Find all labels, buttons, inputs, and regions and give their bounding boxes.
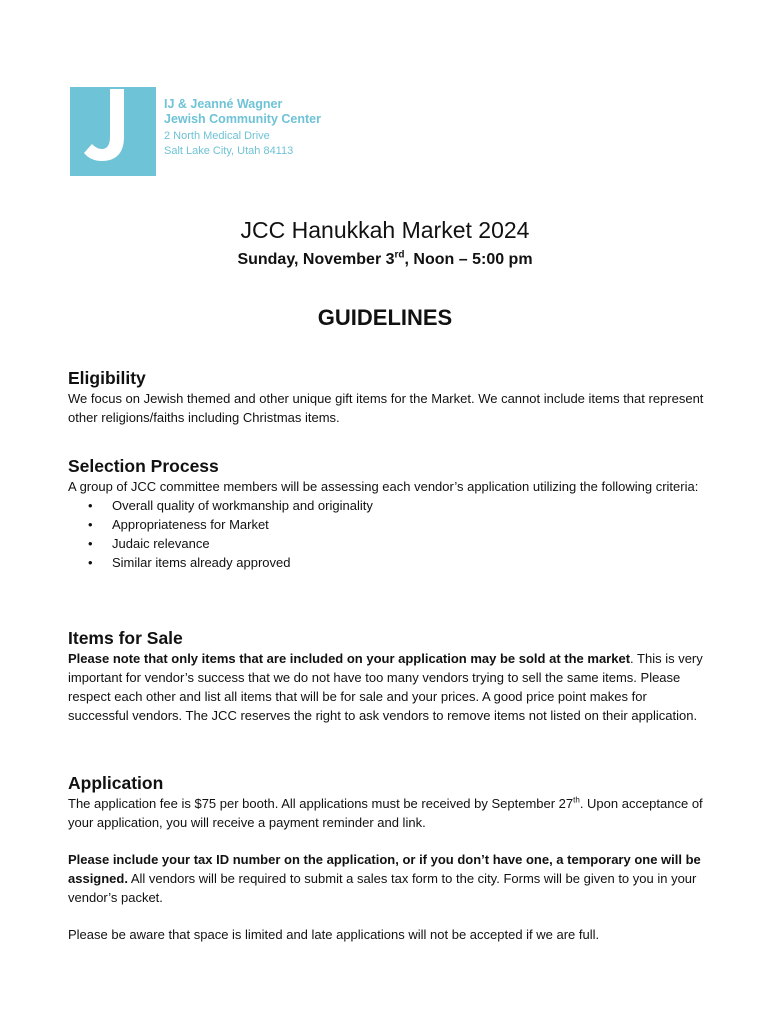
eligibility-text: We focus on Jewish themed and other unique gift items for the Market. We cannot include items that represent other religions/faiths including Christmas items. bbox=[68, 391, 704, 425]
eligibility-section bbox=[68, 367, 708, 427]
fee-text-pre: The application fee is $75 per booth. All applications must be received by September 27 bbox=[68, 796, 574, 811]
logo-text bbox=[164, 97, 321, 159]
fee-text-post: . Upon acceptance of your application, you will receive a payment reminder and link. bbox=[68, 796, 703, 830]
criteria-text: Appropriateness for Market bbox=[112, 517, 269, 532]
space-limited-text: Please be aware that space is limited and late applications will not be accepted if we are full. bbox=[68, 927, 600, 942]
application-heading: Application bbox=[68, 773, 164, 793]
application-section bbox=[68, 772, 708, 944]
document-title: JCC Hanukkah Market 2024 bbox=[240, 217, 530, 243]
bullet-icon: • bbox=[88, 536, 93, 551]
tax-id-text bbox=[68, 850, 708, 907]
list-item bbox=[88, 534, 708, 553]
items-section bbox=[68, 627, 708, 725]
selection-heading: Selection Process bbox=[68, 456, 219, 476]
tax-id-body-text: All vendors will be required to submit a sales tax form to the city. Forms will be given to you in your vendor’s packet. bbox=[68, 871, 697, 905]
eligibility-heading: Eligibility bbox=[68, 368, 146, 388]
guidelines-heading: GUIDELINES bbox=[317, 305, 453, 330]
items-heading: Items for Sale bbox=[68, 628, 183, 648]
list-item bbox=[88, 496, 708, 515]
list-item bbox=[88, 553, 708, 572]
logo-org-line1: IJ & Jeanné Wagner bbox=[164, 97, 283, 111]
items-body-text: . This is very important for vendor’s success that we do not have too many vendors trying to sell the same items. Please respect each other and list all items that will be for sale and your prices. A good price point makes for successful vendors. The JCC reserves the right to ask vendors to remove items not listed on their application. bbox=[68, 651, 703, 723]
event-date-sup: rd bbox=[394, 249, 405, 261]
items-text bbox=[68, 649, 708, 725]
fee-text-sup: th bbox=[573, 795, 580, 805]
logo-mark bbox=[70, 87, 156, 176]
criteria-text: Similar items already approved bbox=[112, 555, 291, 570]
bullet-icon: • bbox=[88, 555, 93, 570]
event-date-pre: Sunday, November 3 bbox=[237, 251, 395, 268]
logo-j-icon bbox=[70, 87, 156, 176]
list-item bbox=[88, 515, 708, 534]
criteria-list bbox=[68, 496, 708, 572]
logo-address-line1: 2 North Medical Drive bbox=[164, 130, 270, 142]
jcc-logo bbox=[70, 87, 335, 177]
event-date bbox=[0, 251, 770, 269]
logo-org-line2: Jewish Community Center bbox=[164, 112, 321, 126]
event-date-post: , Noon – 5:00 pm bbox=[404, 251, 533, 268]
bullet-icon: • bbox=[88, 498, 93, 513]
items-bold-text: Please note that only items that are included on your application may be sold at the market bbox=[68, 651, 631, 666]
criteria-text: Overall quality of workmanship and originality bbox=[112, 498, 373, 513]
selection-section bbox=[68, 455, 708, 572]
selection-intro: A group of JCC committee members will be assessing each vendor’s application utilizing the following criteria: bbox=[68, 479, 699, 494]
criteria-text: Judaic relevance bbox=[112, 536, 210, 551]
application-fee-text bbox=[68, 794, 708, 832]
bullet-icon: • bbox=[88, 517, 93, 532]
tax-id-bold-text: Please include your tax ID number on the application, or if you don’t have one, a temporary one will be assigned. bbox=[68, 852, 701, 886]
logo-address-line2: Salt Lake City, Utah 84113 bbox=[164, 145, 294, 157]
